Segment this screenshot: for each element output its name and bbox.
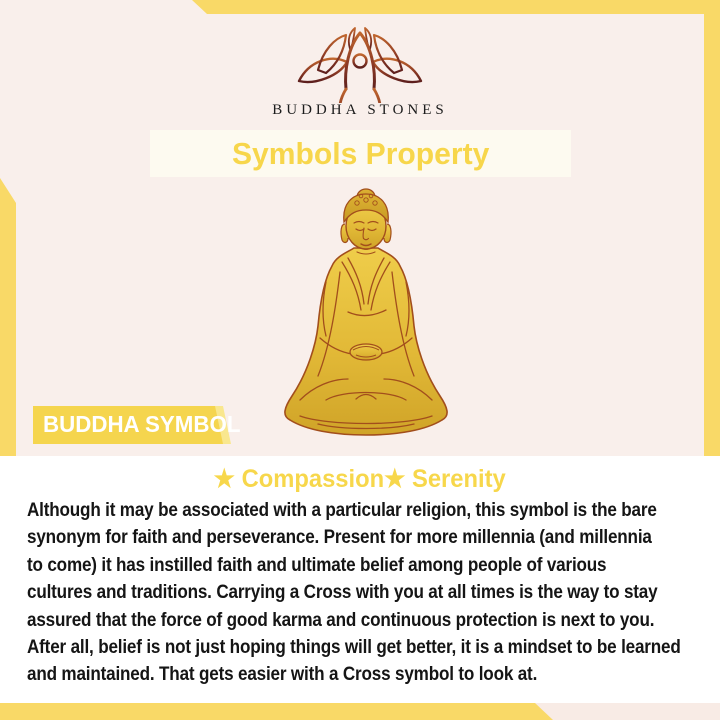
ribbon-top — [0, 0, 720, 14]
page-title: Symbols Property — [231, 135, 490, 171]
golden-buddha-illustration — [278, 186, 454, 442]
brand-name: BUDDHA STONES — [272, 102, 448, 118]
badge-label: BUDDHA SYMBOL — [43, 411, 241, 437]
description-line: assured that the force of good karma and continuous protection is next to you. — [27, 609, 655, 631]
symbol-badge — [33, 406, 241, 444]
lotus-meditation-icon — [295, 27, 425, 103]
description-line: Although it may be associated with a particular religion, this symbol is the bare — [27, 500, 657, 521]
title-banner — [150, 130, 571, 177]
description-line: to come) it has instilled faith and ultimate belief among people of various — [27, 554, 607, 576]
description-line: After all, belief is not just hoping things will get better, it is a mindset to be learned — [27, 636, 681, 658]
traits-heading — [0, 464, 720, 494]
ribbon-bottom — [0, 703, 553, 720]
description-line: cultures and traditions. Carrying a Cross with you at all times is the way to stay — [27, 582, 658, 604]
info-section — [0, 456, 720, 703]
description-paragraph — [0, 497, 720, 689]
traits-heading-text: ★ Compassion★ Serenity — [213, 465, 507, 493]
description-line: and maintained. That gets easier with a Cross symbol to look at. — [27, 664, 538, 686]
description-line: synonym for faith and perseverance. Present for more millennia (and millennia — [27, 527, 652, 549]
